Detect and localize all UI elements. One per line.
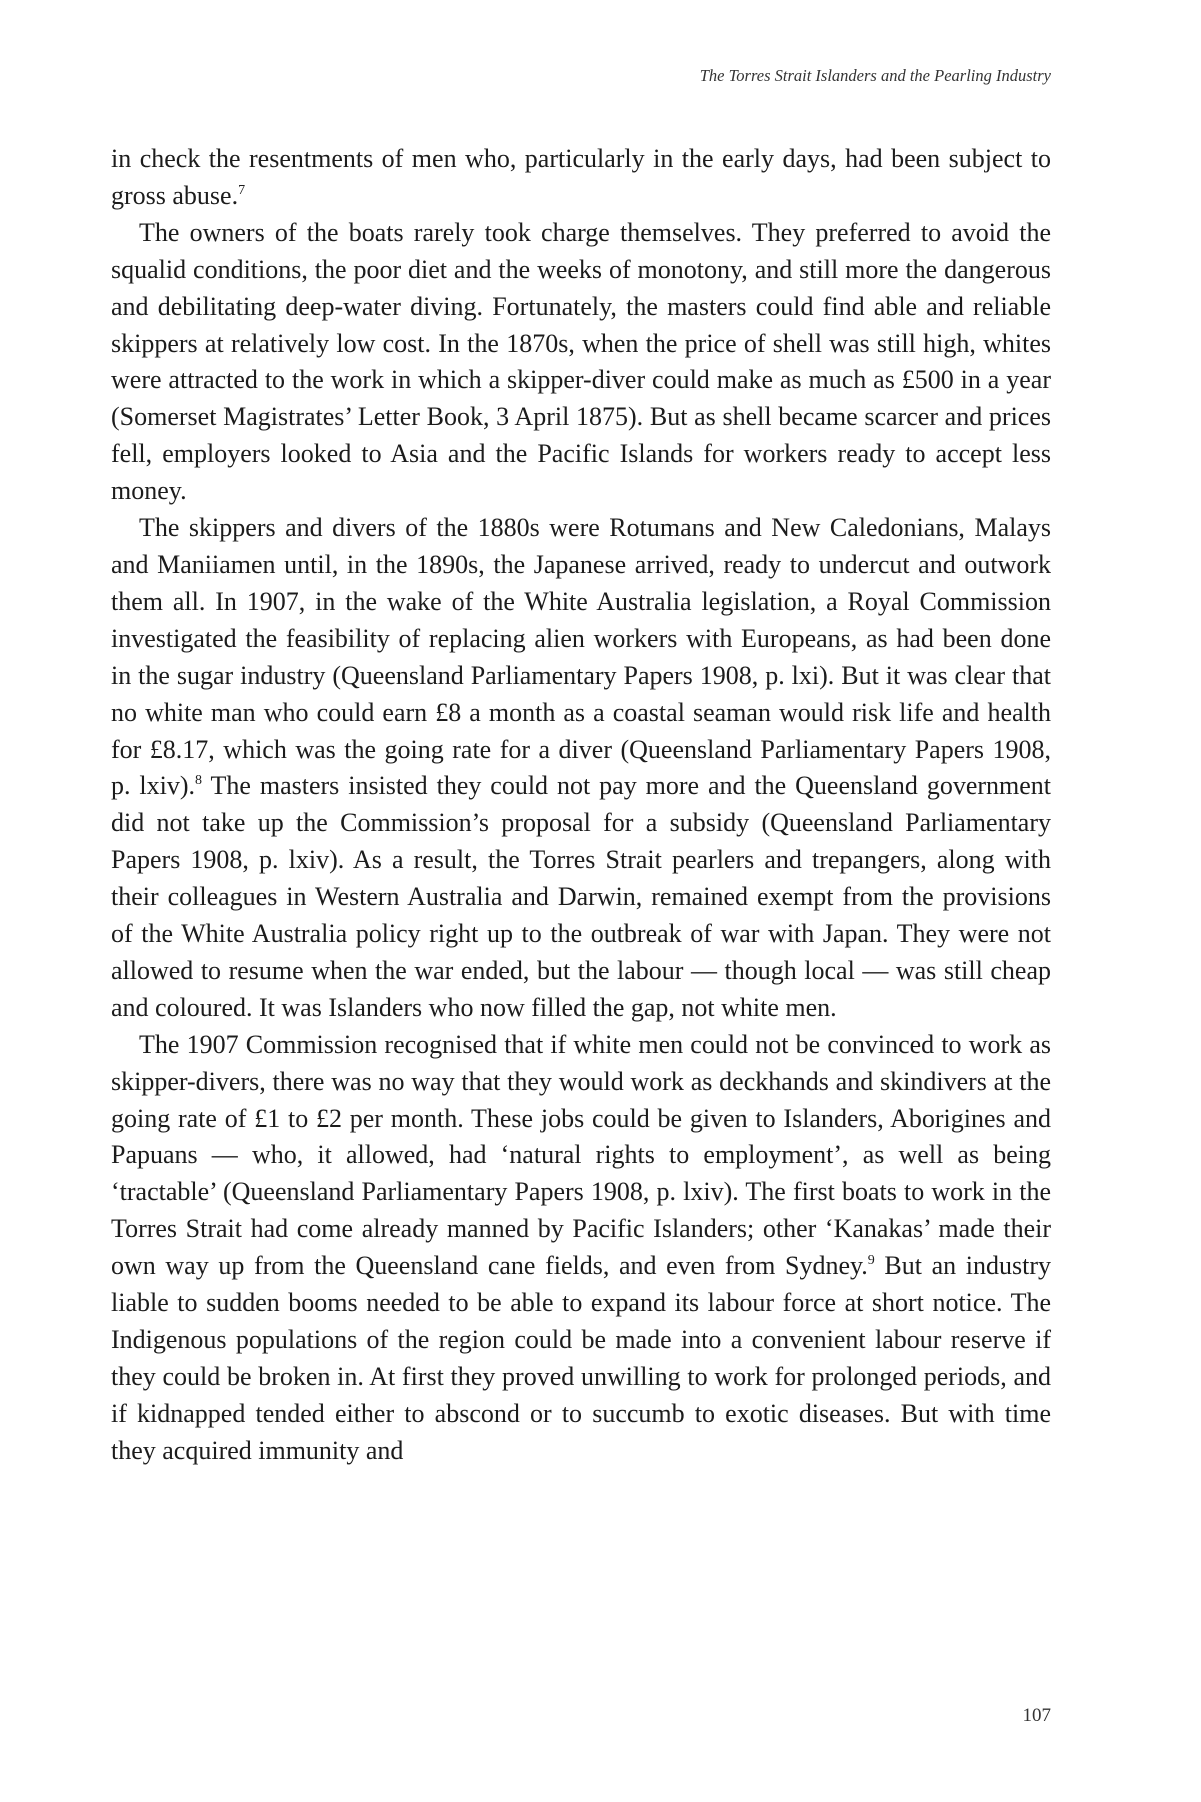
paragraph xyxy=(111,141,1051,215)
paragraph xyxy=(111,215,1051,510)
footnote-marker: 7 xyxy=(238,182,246,198)
paragraph-text: The masters insisted they could not pay more and the Queensland government did not take up the Commission’s proposal for a subsidy (Queensland Parliamentary Papers 1908, p. lxiv). As a result, the Torres Strait pearlers and trepangers, along with their colleagues in Western Australia and Darwin, remained exempt from the provisions of the White Australia policy right up to the outbreak of war with Japan. They were not allowed to resume when the war ended, but the labour — though local — was still cheap and coloured. It was Islanders who now filled the gap, not white men. xyxy=(111,771,1052,1022)
paragraph xyxy=(111,1027,1051,1470)
running-head: The Torres Strait Islanders and the Pearling Industry xyxy=(699,66,1051,85)
footnote-marker: 8 xyxy=(195,773,203,789)
paragraph-text: But an industry liable to sudden booms needed to be able to expand its labour force at short notice. The Indigenous populations of the region could be made into a convenient labour reserve if they could be broken in. At first they proved unwilling to work for prolonged periods, and if kidnapped tended either to abscond or to succumb to exotic diseases. But with time they acquired immunity and xyxy=(111,1251,1051,1465)
body-text xyxy=(111,141,1051,1470)
paragraph-text: The owners of the boats rarely took charge themselves. They preferred to avoid the squalid conditions, the poor diet and the weeks of monotony, and still more the dangerous and debilitating deep-water diving. Fortunately, the masters could find able and reliable skippers at relatively low cost. In the 1870s, when the price of shell was still high, whites were attracted to the work in which a skipper-diver could make as much as £500 in a year (Somerset Magistrates’ Letter Book, 3 April 1875). But as shell became scarcer and prices fell, employers looked to Asia and the Pacific Islands for workers ready to accept less money. xyxy=(111,217,1051,506)
paragraph-text: The 1907 Commission recognised that if white men could not be convinced to work as skipper-divers, there was no way that they would work as deckhands and skindivers at the going rate of £1 to £2 per month. These jobs could be given to Islanders, Aborigines and Papuans — who, it allowed, had ‘natural rights to employment’, as well as being ‘tractable’ (Queensland Parliamentary Papers 1908, p. lxiv). The first boats to work in the Torres Strait had come already manned by Pacific Islanders; other ‘Kanakas’ made their own way up from the Queensland cane fields, and even from Sydney. xyxy=(111,1029,1051,1281)
paragraph xyxy=(111,510,1051,1027)
footnote-marker: 9 xyxy=(867,1253,875,1269)
paragraph-text: in check the resentments of men who, particularly in the early days, had been subject to gross abuse. xyxy=(111,144,1051,210)
page-number: 107 xyxy=(1022,1705,1051,1726)
paragraph-text: The skippers and divers of the 1880s were Rotumans and New Caledonians, Malays and Maniiamen until, in the 1890s, the Japanese arrived, ready to undercut and outwork them all. In 1907, in the wake of the White Australia legislation, a Royal Commission investigated the feasibility of replacing alien workers with Europeans, as had been done in the sugar industry (Queensland Parliamentary Papers 1908, p. lxi). But it was clear that no white man who could earn £8 a month as a coastal seaman would risk life and health for £8.17, which was the going rate for a diver (Queensland Parliamentary Papers 1908, p. lxiv). xyxy=(111,513,1051,801)
